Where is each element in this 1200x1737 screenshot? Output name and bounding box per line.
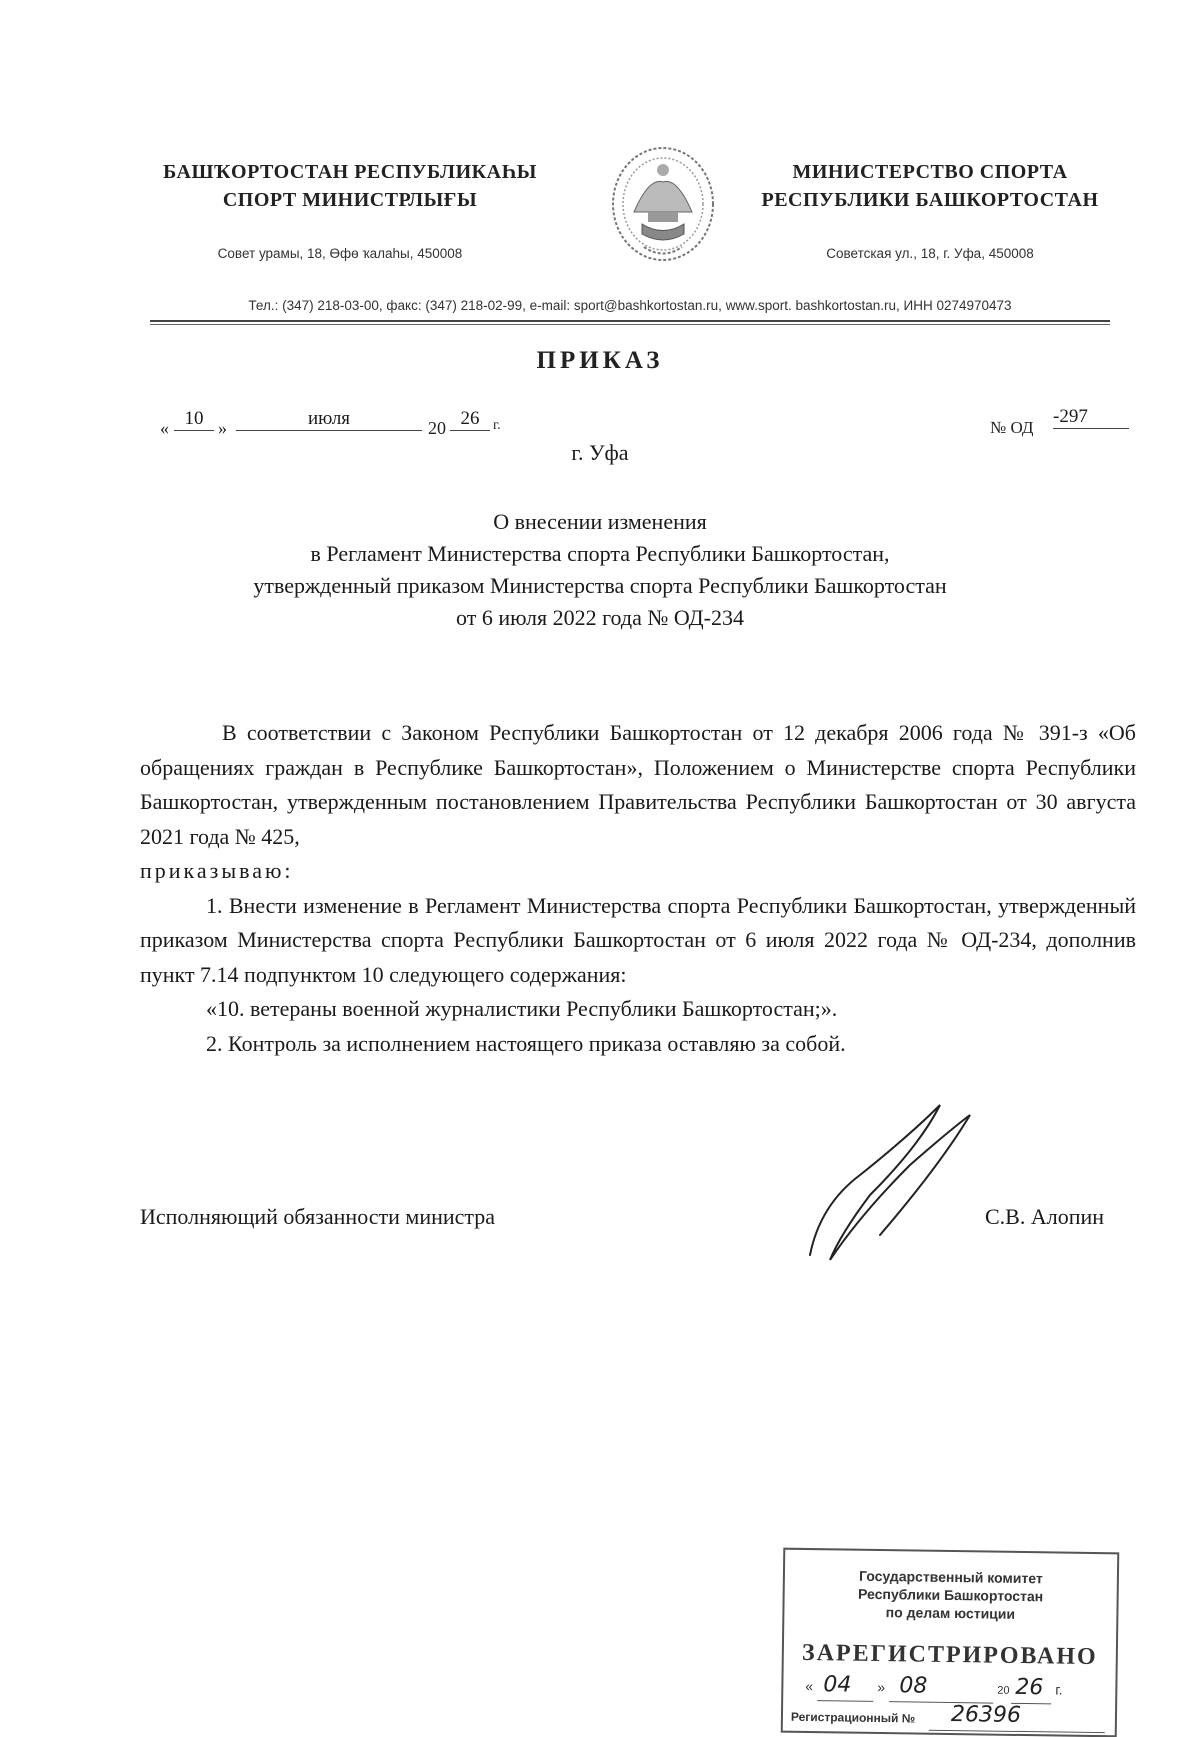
document-type: ПРИКАЗ [536,347,664,374]
stamp-month: 08 [899,1673,928,1699]
item-2-paragraph: 2. Контроль за исполнением настоящего приказа оставляю за собой. [206,1030,846,1056]
title-line: от 6 июля 2022 года № ОД-234 [456,605,744,630]
header-left-org [140,158,560,214]
header-left-line1: БАШҠОРТОСТАН РЕСПУБЛИКАҺЫ [163,161,537,183]
document-title [150,506,1050,634]
title-line: в Регламент Министерства спорта Республики Башкортостан, [310,541,890,566]
quote-paragraph: «10. ветераны военной журналистики Республики Башкортостан;». [206,996,838,1021]
date-open-quote: « [160,418,169,438]
stamp-year-prefix: 20 [997,1684,1010,1697]
document-body [140,716,1136,1061]
date-close-quote: » [218,418,227,438]
stamp-status: ЗАРЕГИСТРИРОВАНО [801,1639,1098,1671]
header-contacts: Тел.: (347) 218-03-00, факс: (347) 218-02-99, e-mail: sport@bashkortostan.ru, www.sport. bashkortostan.ru, ИНН 0274970473 [248,298,1012,313]
stamp-org-line: по делам юстиции [885,1604,1016,1622]
stamp-day: 04 [823,1672,852,1698]
date-month: июля [236,408,422,431]
signatory-name: С.В. Алопин [985,1204,1105,1229]
order-number: -297 [1053,406,1129,429]
stamp-org-line: Государственный комитет [858,1567,1043,1587]
header-divider-thin [150,324,1110,325]
stamp-reg-label: Регистрационный № [790,1709,916,1726]
order-word: приказываю: [140,858,294,883]
title-line: О внесении изменения [493,509,707,534]
stamp-org-line: Республики Башкортостан [857,1585,1044,1605]
date-year-suffix: г. [493,418,501,433]
header-right-address: Советская ул., 18, г. Уфа, 450008 [826,246,1034,261]
date-year-prefix: 20 [428,418,446,438]
stamp-year-suffix: г. [1055,1681,1063,1698]
title-line: утвержденный приказом Министерства спорта Республики Башкортостан [253,573,947,598]
date-year: 26 [450,408,490,431]
order-number-prefix: № ОД [990,418,1034,437]
header-left-address: Совет урамы, 18, Өфө ҡалаһы, 450008 [217,246,463,261]
stamp-organization [784,1566,1117,1625]
city: г. Уфа [571,440,629,465]
stamp-close-quote: » [877,1678,886,1696]
item-1-paragraph: 1. Внести изменение в Регламент Министерства спорта Республики Башкортостан, утвержденный приказом Министерства спорта Республики Башкортостан от 6 июля 2022 года № ОД-234, дополнив пункт 7.14 подпунктом 10 следующего содержания: [140,892,1136,987]
header-divider [150,320,1110,322]
handwritten-signature [800,1085,1020,1265]
header-left-line2: СПОРТ МИНИСТРЛЫҒЫ [222,189,478,211]
signatory-position: Исполняющий обязанности министра [140,1204,496,1229]
header-right-line1: МИНИСТЕРСТВО СПОРТА [792,161,1068,183]
preamble-paragraph [140,716,1136,889]
coat-of-arms-emblem-icon [604,142,722,272]
header-right-line2: РЕСПУБЛИКИ БАШКОРТОСТАН [761,189,1099,211]
stamp-year: 26 [1015,1674,1044,1701]
registration-stamp [781,1548,1120,1737]
header-right-org [720,158,1140,214]
date-day: 10 [174,408,214,431]
stamp-open-quote: « [805,1677,814,1695]
stamp-reg-number: 26396 [950,1702,1022,1728]
preamble-text: В соответствии с Законом Республики Башкортостан от 12 декабря 2006 года № 391-з «Об обращениях граждан в Республике Башкортостан», Положением о Министерстве спорта Республики Башкортостан, утвержденным постановлением Правительства Республики Башкортостан от 30 августа 2021 года № 425, [140,720,1136,849]
